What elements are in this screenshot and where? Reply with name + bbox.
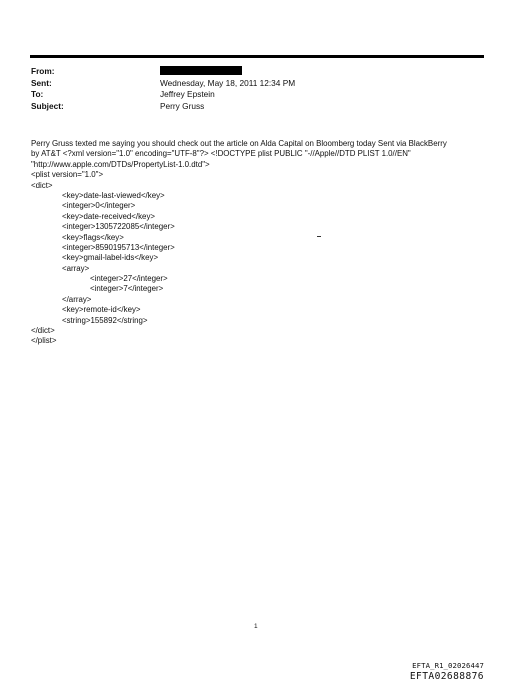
body-line: by AT&T <?xml version="1.0" encoding="UTF-8"?> <!DOCTYPE plist PUBLIC "-//Apple//DTD PLIST 1.0//EN" — [31, 149, 411, 159]
subject-value: Perry Gruss — [160, 100, 205, 111]
body-line: <dict> — [31, 180, 53, 190]
body-line: <string>155892</string> — [62, 315, 148, 325]
body-line: <integer>7</integer> — [90, 284, 164, 294]
body-line: <key>date-last-viewed</key> — [62, 190, 165, 200]
body-line: <integer>1305722085</integer> — [62, 222, 175, 232]
body-line: <plist version="1.0"> — [31, 170, 104, 180]
body-line: </dict> — [31, 326, 55, 336]
body-line: <integer>27</integer> — [90, 274, 168, 284]
email-header — [31, 66, 471, 112]
subject-label: Subject: — [31, 100, 64, 111]
from-value — [160, 66, 471, 78]
from-row — [31, 66, 471, 78]
redaction-block — [160, 66, 242, 75]
body-line: Perry Gruss texted me saying you should check out the article on Alda Capital on Bloomberg today Sent via BlackBerry — [31, 139, 447, 148]
body-line: "http://www.apple.com/DTDs/PropertyList-1.0.dtd"> — [31, 159, 210, 169]
to-value: Jeffrey Epstein — [160, 89, 215, 100]
from-label: From: — [31, 66, 55, 76]
body-line: <key>date-received</key> — [62, 211, 155, 221]
body-line: <integer>0</integer> — [62, 201, 136, 211]
body-line: <array> — [62, 263, 90, 273]
sent-value: Wednesday, May 18, 2011 12:34 PM — [160, 77, 296, 88]
bates-number-secondary: EFTA02688876 — [409, 670, 484, 682]
subject-row — [31, 101, 471, 113]
email-body — [31, 139, 471, 347]
to-label: To: — [31, 89, 44, 100]
stray-mark — [317, 236, 321, 237]
bates-number-primary: EFTA_R1_02026447 — [412, 661, 484, 670]
sent-row — [31, 78, 471, 90]
header-rule — [30, 55, 484, 58]
page-number: 1 — [254, 623, 258, 630]
body-line: <key>gmail-label-ids</key> — [62, 253, 159, 263]
body-line: </array> — [62, 294, 92, 304]
body-line: <key>remote-id</key> — [62, 305, 141, 315]
bates-footer — [410, 661, 484, 682]
sent-label: Sent: — [31, 77, 52, 88]
body-line: <integer>8590195713</integer> — [62, 242, 175, 252]
to-row — [31, 89, 471, 101]
body-line: </plist> — [31, 336, 57, 346]
body-line: <key>flags</key> — [62, 232, 124, 242]
